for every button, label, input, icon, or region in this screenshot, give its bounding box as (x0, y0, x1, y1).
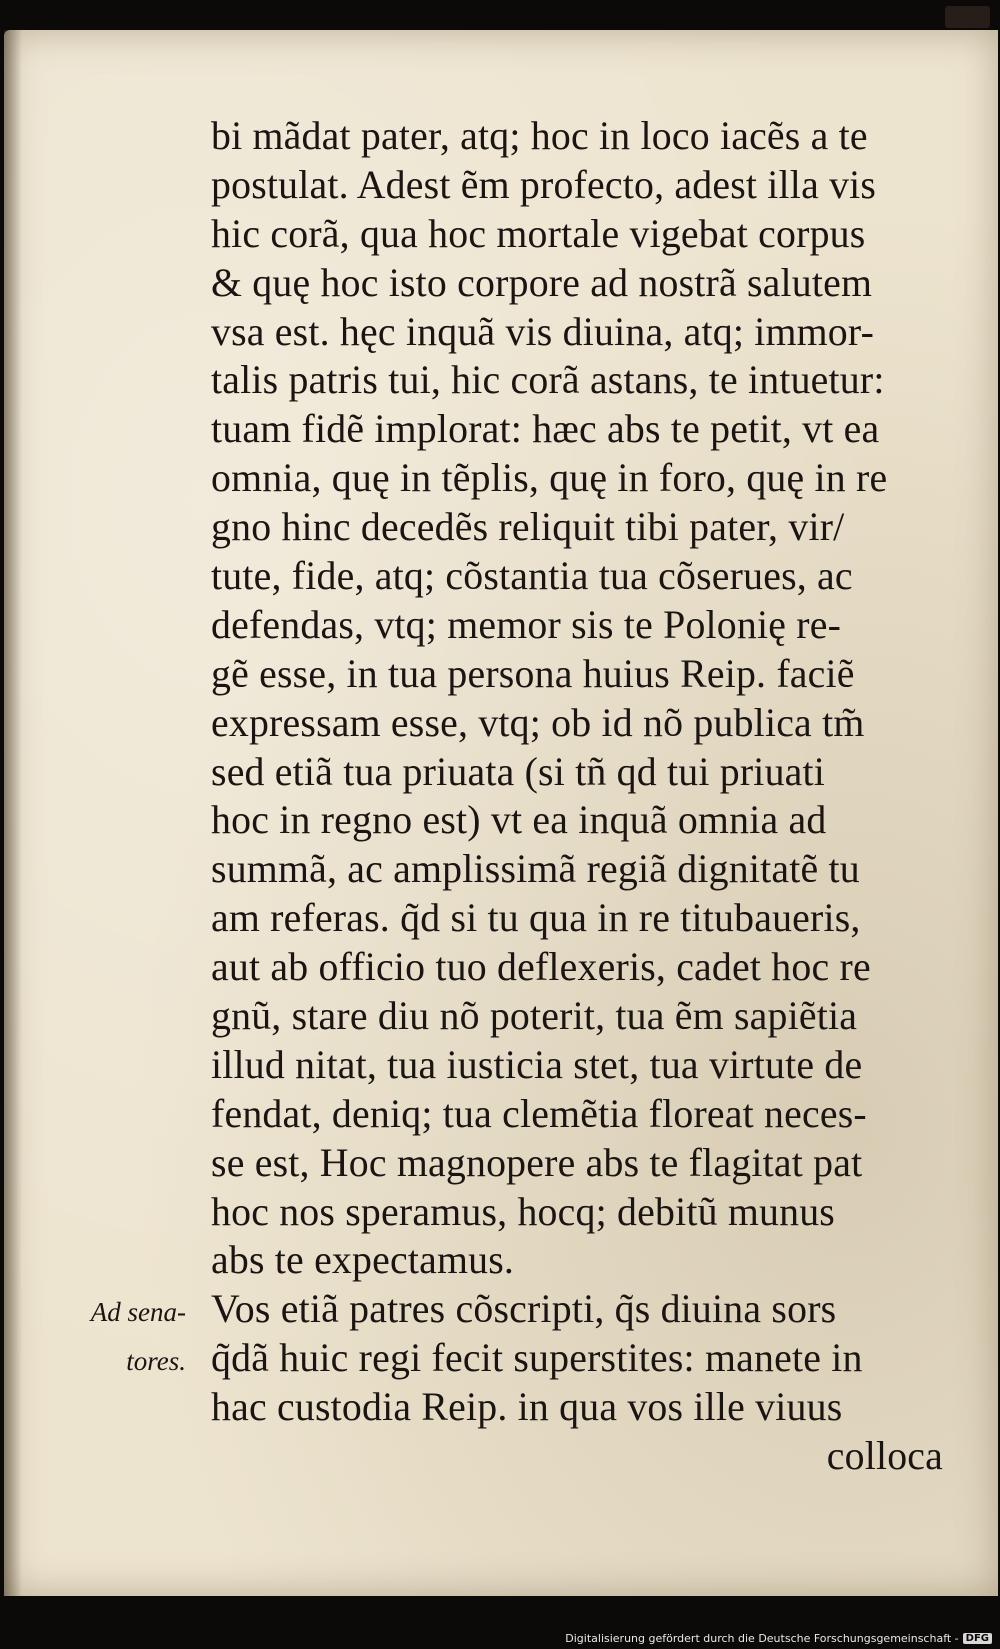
text-line: Vos etiã patres cõscripti, q̃s diuina sors (211, 1286, 837, 1332)
margin-note: tores. (126, 1346, 186, 1376)
margin-note: Ad sena- (90, 1297, 186, 1327)
text-line: q̃dã huic regi fecit superstites: manete in (211, 1335, 863, 1381)
edge-fleck (945, 6, 990, 28)
text-line: am referas. q̃d si tu qua in re titubaueris, (211, 895, 861, 941)
footer-text: Digitalisierung gefördert durch die Deutsche Forschungsgemeinschaft - (565, 1632, 959, 1645)
text-line: tute, fide, atq; cõstantia tua cõserues, ac (211, 553, 853, 599)
text-line: tuam fidẽ implorat: hæc abs te petit, vt ea (211, 406, 880, 452)
catchword: colloca (826, 1433, 944, 1479)
text-line: hoc nos speramus, hocq; debitũ munus (211, 1188, 835, 1234)
text-line: abs te expectamus. (211, 1237, 515, 1283)
gutter-shadow (4, 30, 22, 1596)
text-line: hoc in regno est) vt ea inquã omnia ad (211, 797, 827, 843)
text-line: hic corã, qua hoc mortale vigebat corpus (211, 210, 866, 256)
text-line: summã, ac amplissimã regiã dignitatẽ tu (211, 846, 860, 892)
text-line: gnũ, stare diu nõ poterit, tua ẽm sapiẽtia (211, 993, 858, 1039)
text-line: se est, Hoc magnopere abs te flagitat pat (211, 1139, 863, 1185)
body-text (211, 112, 951, 1481)
text-line: defendas, vtq; memor sis te Polonię re- (211, 601, 842, 647)
text-line: fendat, deniq; tua clemẽtia floreat neces- (211, 1090, 867, 1136)
text-line: & quę hoc isto corpore ad nostrã salutem (211, 259, 873, 305)
dfg-logo: DFG (963, 1633, 992, 1644)
text-line: sed etiã tua priuata (si tñ qd tui priuati (211, 748, 826, 794)
scan-top-border (0, 0, 1000, 30)
text-line: gẽ esse, in tua persona huius Reip. faciẽ (211, 650, 855, 696)
text-line: omnia, quę in tẽplis, quę in foro, quę in re (211, 455, 888, 501)
text-line: aut ab officio tuo deflexeris, cadet hoc re (211, 944, 871, 990)
text-line: hac custodia Reip. in qua vos ille viuus (211, 1384, 843, 1430)
text-line: expressam esse, vtq; ob id nõ publica tm̃ (211, 699, 865, 745)
text-line: gno hinc decedẽs reliquit tibi pater, vir/ (211, 504, 845, 550)
text-line: vsa est. hęc inquã vis diuina, atq; immor- (211, 308, 875, 354)
text-line: bi mãdat pater, atq; hoc in loco iacẽs a te (211, 113, 868, 158)
text-line: talis patris tui, hic corã astans, te intuetur: (211, 357, 885, 403)
text-line: illud nitat, tua iusticia stet, tua virtute de (211, 1041, 863, 1087)
digitization-footer (565, 1632, 992, 1645)
text-line: postulat. Adest ẽm profecto, adest illa vis (211, 161, 877, 207)
